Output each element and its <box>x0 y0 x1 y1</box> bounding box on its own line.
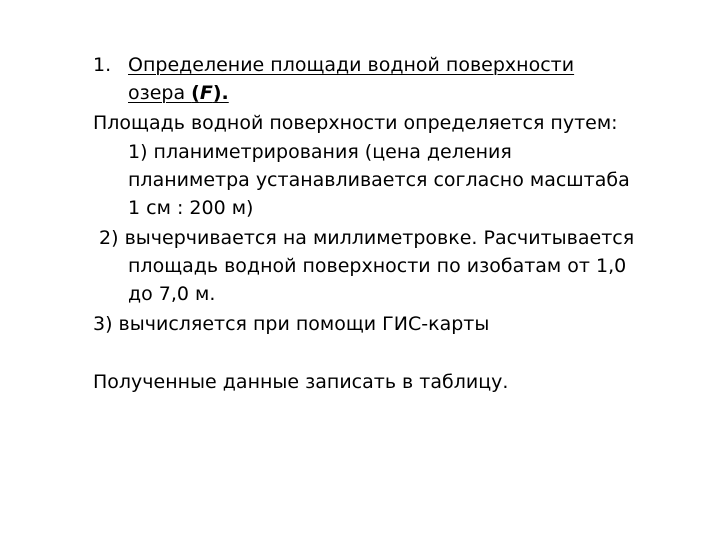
heading-line2 <box>128 78 229 108</box>
item3-text: 3) вычисляется при помощи ГИС-карты <box>93 313 490 335</box>
item1-line3: 1 см : 200 м) <box>128 197 254 219</box>
heading-symbol-f: F <box>199 82 213 104</box>
intro-text: Площадь водной поверхности определяется путем: <box>93 112 618 134</box>
item2-line1: 2) вычерчивается на миллиметровке. Расчитывается <box>93 227 635 249</box>
heading-line2-prefix: озера <box>128 82 192 104</box>
item2-line3: до 7,0 м. <box>128 283 216 305</box>
item2-line2: площадь водной поверхности по изобатам от 1,0 <box>128 255 627 277</box>
heading-number: 1. <box>93 54 112 76</box>
conclusion-text: Полученные данные записать в таблицу. <box>93 371 509 393</box>
heading-line2-open: ( <box>191 82 200 104</box>
item1-line1: 1) планиметрирования (цена деления <box>128 141 512 163</box>
heading-line1: Определение площади водной поверхности <box>128 54 575 76</box>
item1-line2: планиметра устанавливается согласно масштаба <box>128 169 630 191</box>
heading-line2-close: ). <box>212 82 229 104</box>
